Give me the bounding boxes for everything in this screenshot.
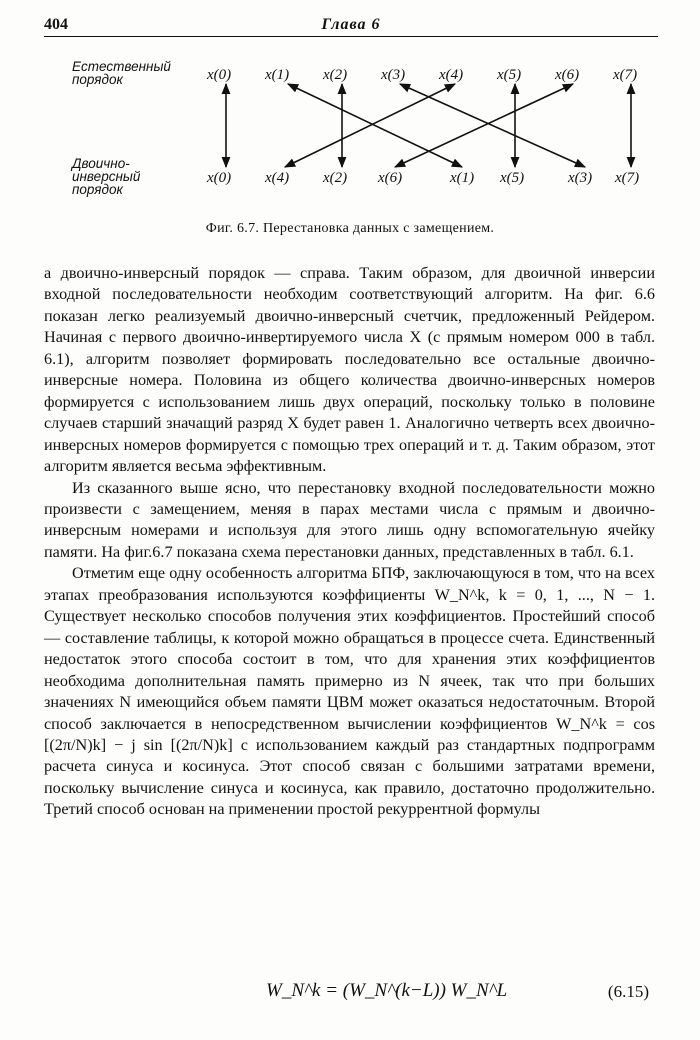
page-number: 404	[44, 16, 68, 33]
bottom-node: x(5)	[500, 170, 525, 186]
bottom-node: x(6)	[378, 170, 403, 186]
bottom-node: x(2)	[323, 170, 348, 186]
top-node: x(6)	[555, 67, 580, 83]
arrow-swap-3-6a	[400, 84, 585, 167]
bottom-node: x(7)	[615, 170, 640, 186]
top-node: x(4)	[439, 67, 464, 83]
equation-6-15	[44, 980, 655, 1008]
figure-6-7	[0, 40, 700, 250]
top-node: x(0)	[207, 67, 232, 83]
top-node: x(7)	[613, 67, 638, 83]
body-text	[44, 263, 655, 821]
top-node: x(2)	[323, 67, 348, 83]
top-node: x(3)	[381, 67, 406, 83]
paragraph-3: Отметим еще одну особенность алгоритма БПФ, заключающуюся в том, что на всех этапах преобразования используются коэффициенты W_N^k, k = 0, 1, ..., N − 1. Существует несколько способов получения этих коэффициентов. Простейший способ — составление таблицы, к которой можно обращаться в процессе счета. Единственный недостаток этого способа состоит в том, что для хранения этих коэффициентов необходима дополнительная память примерно из N ячеек, так что при больших значениях N имеющийся объем памяти ЦВМ может оказаться недостаточным. Второй способ заключается в непосредственном вычислении коэффициентов W_N^k = cos [(2π/N)k] − j sin [(2π/N)k] с использованием каждый раз стандартных подпрограмм расчета синуса и косинуса. Этот способ связан с большими затратами времени, поскольку вычисление синуса и косинуса, как правило, достаточно продолжительно. Третий способ основан на применении простой рекуррентной формулы	[44, 564, 655, 819]
inverse-order-label: Двоично- инверсный порядок	[72, 156, 141, 197]
bottom-node: x(3)	[568, 170, 593, 186]
arrow-swap-3-6b	[395, 84, 573, 167]
natural-order-label: Естественный порядок	[72, 59, 171, 87]
formula: W_N^k = (W_N^(k−L)) W_N^L	[266, 980, 508, 1001]
paragraph-1: а двоично-инверсный порядок — справа. Таким образом, для двоичной инверсии входной последовательности необходим соответствующий алгоритм. На фиг. 6.6 показан легко реализуемый двоично-инверсный счетчик, предложенный Рейдером. Начиная с первого двоично-инвертируемого числа X (с прямым номером 000 в табл. 6.1), алгоритм позволяет формировать последовательно все остальные двоично-инверсные номера. Половина из общего количества двоично-инверсных номеров формируется с использованием лишь двух операций, поскольку только в половине случаев старший значащий разряд X будет равен 1. Аналогично четверть всех двоично-инверсных номеров формируется с помощью трех операций и т. д. Таким образом, этот алгоритм является весьма эффективным.	[44, 264, 655, 476]
bottom-node: x(1)	[450, 170, 475, 186]
top-node: x(1)	[265, 67, 290, 83]
running-head: Глава 6	[321, 16, 381, 33]
equation-number: (6.15)	[607, 982, 649, 1001]
header-rule	[44, 36, 658, 37]
arrow-swap-1-4a	[288, 84, 462, 167]
figure-caption: Фиг. 6.7. Перестановка данных с замещением.	[205, 221, 495, 236]
paragraph-2: Из сказанного выше ясно, что перестановку входной последовательности можно произвести с замещением, меняя в парах местами числа с прямым и двоично-инверсным номерами и используя для этого лишь одну вспомогательную ячейку памяти. На фиг.6.7 показана схема перестановки данных, представленных в табл. 6.1.	[44, 478, 655, 561]
bottom-node: x(0)	[207, 170, 232, 186]
top-node: x(5)	[497, 67, 522, 83]
bottom-node: x(4)	[265, 170, 290, 186]
page-header	[44, 12, 658, 38]
